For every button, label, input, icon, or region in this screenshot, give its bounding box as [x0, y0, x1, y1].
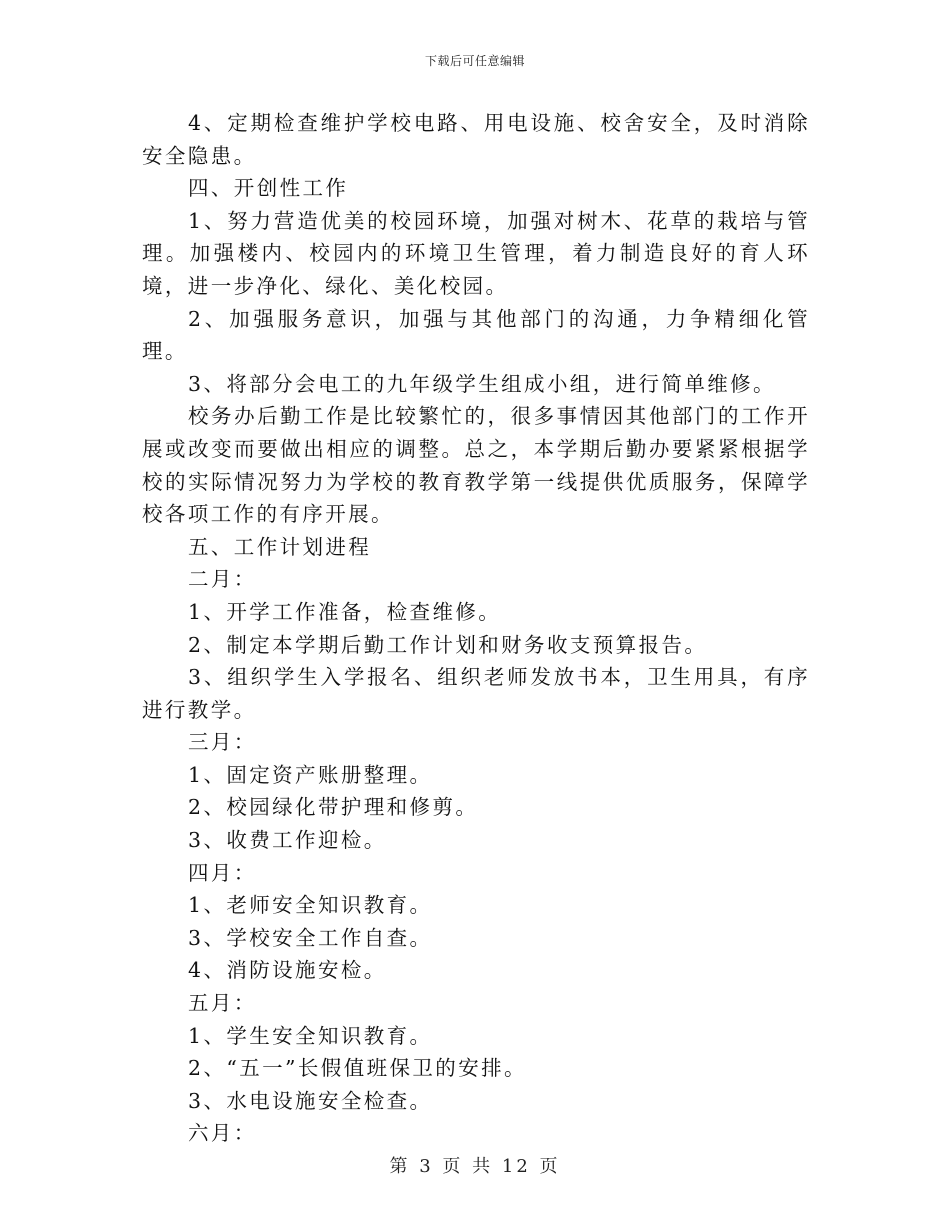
month-heading: 四月：	[188, 860, 257, 885]
paragraph: 3、将部分会电工的九年级学生组成小组，进行简单维修。	[188, 371, 776, 396]
footer-middle: 页 共	[442, 1156, 494, 1177]
list-item: 3、学校安全工作自查。	[188, 925, 433, 950]
list-item: 2、校园绿化带护理和修剪。	[188, 795, 479, 820]
page-footer	[0, 1152, 950, 1178]
month-heading: 二月：	[188, 567, 257, 592]
list-item: 3、水电设施安全检查。	[188, 1088, 433, 1113]
page-header	[0, 52, 950, 69]
footer-suffix: 页	[539, 1156, 561, 1177]
list-item: 4、消防设施安检。	[188, 958, 387, 983]
list-item: 1、固定资产账册整理。	[188, 762, 433, 787]
list-item: 1、学生安全知识教育。	[188, 1023, 433, 1048]
list-item: 2、制定本学期后勤工作计划和财务收支预算报告。	[188, 632, 708, 657]
section-heading: 五、工作计划进程	[188, 534, 372, 559]
paragraph: 2、加强服务意识，加强与其他部门的沟通，力争精细化管理。	[142, 306, 810, 364]
month-heading: 三月：	[188, 730, 257, 755]
document-body	[142, 107, 810, 1150]
total-page-count: 12	[501, 1156, 531, 1177]
list-item: 3、组织学生入学报名、组织老师发放书本，卫生用具，有序进行教学。	[142, 665, 810, 722]
list-item: 1、开学工作准备，检查维修。	[188, 599, 502, 624]
paragraph: 1、努力营造优美的校园环境，加强对树木、花草的栽培与管理。加强楼内、校园内的环境卫生管理，着力制造良好的育人环境，进一步净化、绿化、美化校园。	[142, 208, 810, 298]
current-page-number: 3	[419, 1156, 434, 1177]
month-heading: 五月：	[188, 991, 257, 1016]
month-heading: 六月：	[188, 1121, 257, 1146]
footer-prefix: 第	[389, 1156, 411, 1177]
list-item: 3、收费工作迎检。	[188, 828, 387, 853]
paragraph: 4、定期检查维护学校电路、用电设施、校舍安全，及时消除安全隐患。	[142, 111, 810, 168]
header-text: 下载后可任意编辑	[424, 54, 525, 68]
list-item: 2、“五一”长假值班保卫的安排。	[188, 1056, 527, 1081]
list-item: 1、老师安全知识教育。	[188, 893, 433, 918]
section-heading: 四、开创性工作	[188, 176, 349, 201]
paragraph: 校务办后勤工作是比较繁忙的，很多事情因其他部门的工作开展或改变而要做出相应的调整。总之，本学期后勤办要紧紧根据学校的实际情况努力为学校的教育教学第一线提供优质服务，保障学校各项工作的有序开展。	[142, 404, 810, 527]
